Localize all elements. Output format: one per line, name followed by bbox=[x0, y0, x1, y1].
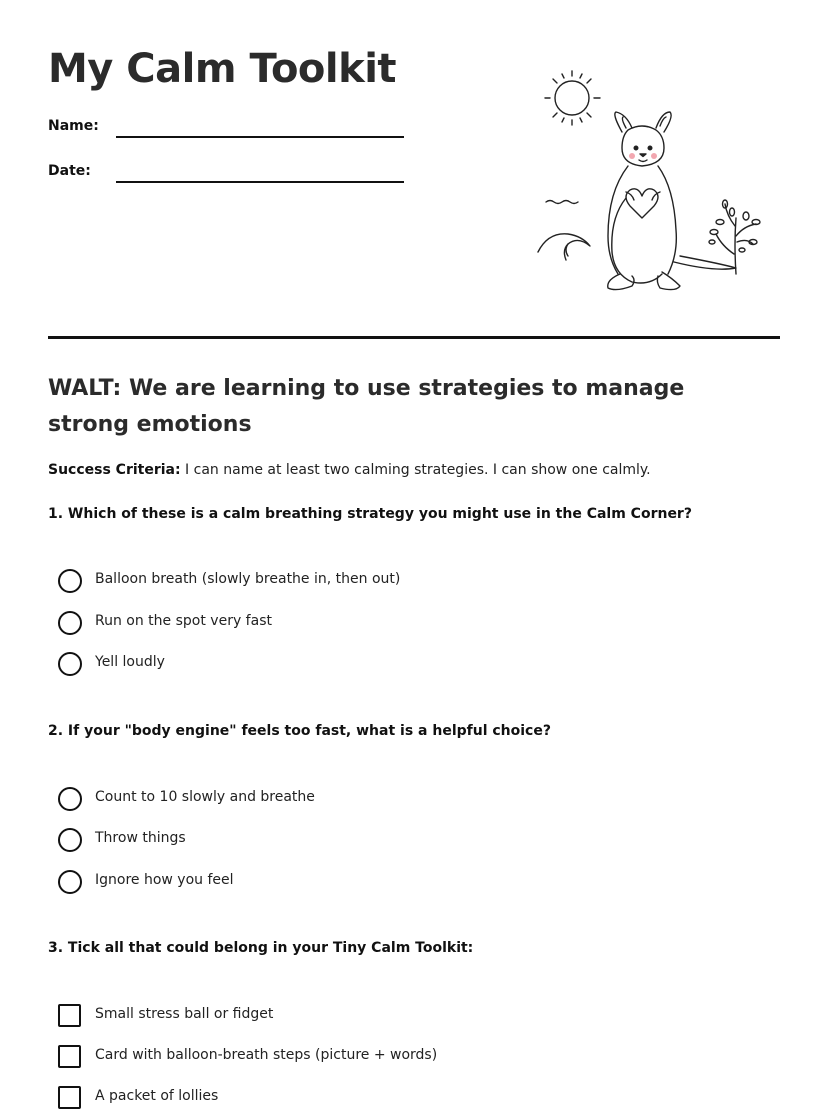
page-title: My Calm Toolkit bbox=[48, 46, 397, 92]
name-field[interactable] bbox=[48, 118, 408, 142]
option-label: Throw things bbox=[95, 830, 186, 846]
radio-button[interactable] bbox=[58, 787, 82, 811]
name-label: Name: bbox=[48, 118, 99, 134]
option-label: Yell loudly bbox=[95, 654, 165, 670]
option-label: A packet of lollies bbox=[95, 1088, 219, 1104]
question-3: 3. Tick all that could belong in your Tiny Calm Toolkit: bbox=[48, 940, 474, 956]
radio-button[interactable] bbox=[58, 652, 82, 676]
radio-button[interactable] bbox=[58, 611, 82, 635]
sun-icon bbox=[545, 71, 600, 125]
question-1: 1. Which of these is a calm breathing strategy you might use in the Calm Corner? bbox=[48, 506, 692, 522]
date-input-line[interactable] bbox=[116, 181, 404, 183]
heart-icon bbox=[626, 189, 658, 218]
option-label: Card with balloon-breath steps (picture + words) bbox=[95, 1047, 438, 1063]
section-divider bbox=[48, 336, 780, 339]
walt-heading: WALT: We are learning to use strategies to manage strong emotions bbox=[48, 376, 685, 437]
option-label: Balloon breath (slowly breathe in, then out) bbox=[95, 571, 401, 587]
radio-button[interactable] bbox=[58, 828, 82, 852]
success-criteria-label: Success Criteria: bbox=[48, 462, 181, 478]
radio-button[interactable] bbox=[58, 569, 82, 593]
checkbox[interactable] bbox=[58, 1086, 81, 1109]
date-label: Date: bbox=[48, 163, 91, 179]
checkbox[interactable] bbox=[58, 1045, 81, 1068]
name-input-line[interactable] bbox=[116, 136, 404, 138]
success-criteria-text: I can name at least two calming strategies. I can show one calmly. bbox=[180, 462, 651, 478]
rock-icon bbox=[538, 234, 590, 260]
option-label: Run on the spot very fast bbox=[95, 613, 272, 629]
wave-icon bbox=[546, 201, 578, 204]
option-label: Count to 10 slowly and breathe bbox=[95, 789, 315, 805]
question-2: 2. If your "body engine" feels too fast, what is a helpful choice? bbox=[48, 723, 551, 739]
radio-button[interactable] bbox=[58, 870, 82, 894]
option-label: Small stress ball or fidget bbox=[95, 1006, 274, 1022]
option-label: Ignore how you feel bbox=[95, 872, 234, 888]
checkbox[interactable] bbox=[58, 1004, 81, 1027]
success-criteria bbox=[48, 462, 651, 478]
kangaroo-illustration bbox=[534, 66, 764, 298]
date-field[interactable] bbox=[48, 163, 408, 187]
